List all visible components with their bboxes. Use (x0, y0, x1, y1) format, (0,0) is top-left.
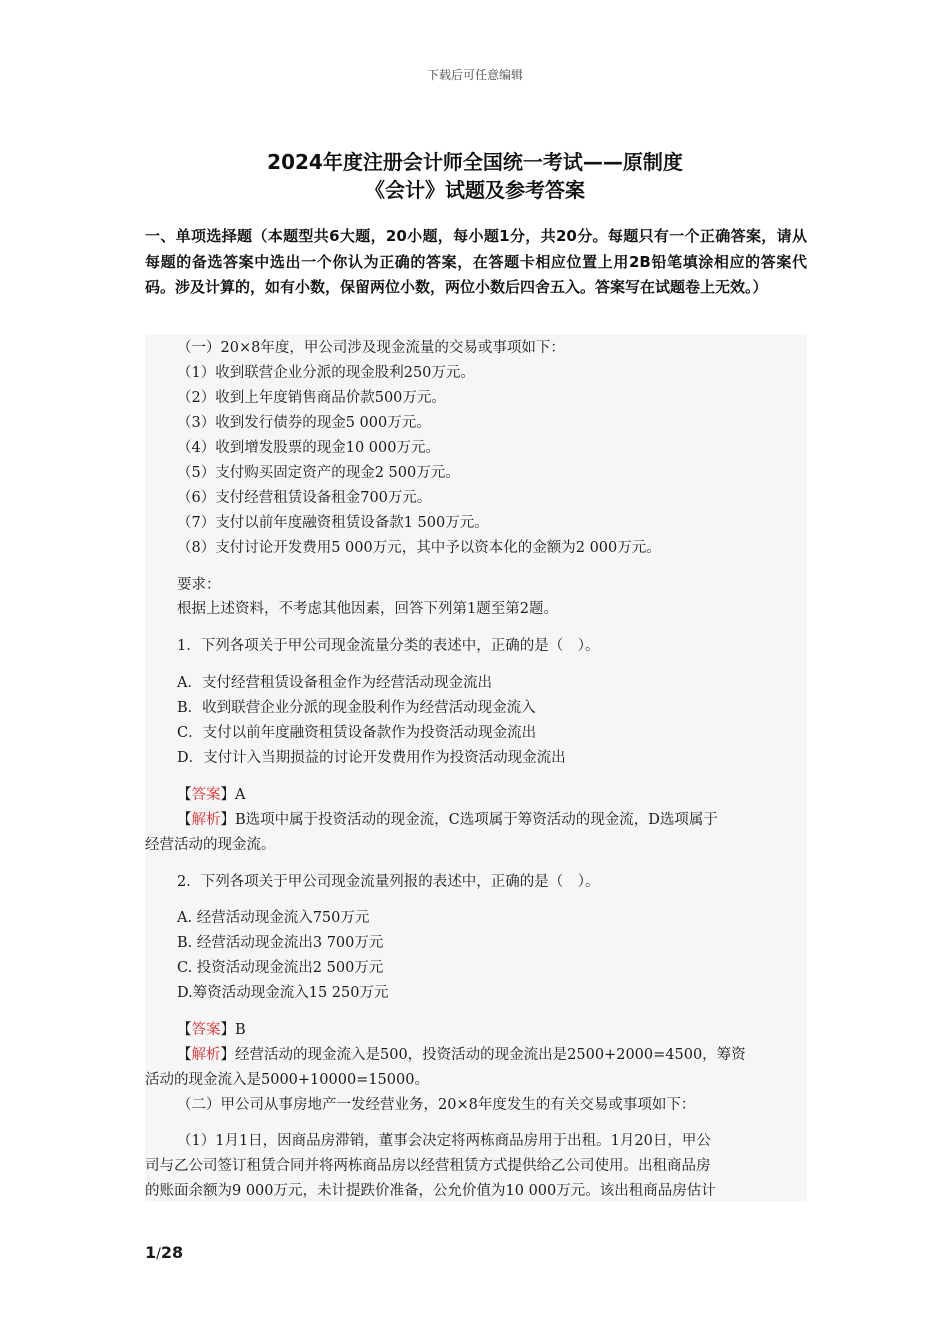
list-item: （8）支付讨论开发费用5 000万元，其中予以资本化的金额为2 000万元。 (177, 540, 661, 556)
question-2-answer: 【答案】B (177, 1022, 246, 1038)
question-2-option: D.筹资活动现金流入15 250万元 (177, 985, 389, 1001)
analysis-text: B选项中属于投资活动的现金流，C选项属于筹资活动的现金流，D选项属于 (235, 812, 718, 828)
question-1-option: B．收到联营企业分派的现金股利作为经营活动现金流入 (177, 700, 536, 716)
answer-label: 答案 (191, 1022, 221, 1038)
analysis-label: 解析 (191, 1047, 221, 1063)
header-note: 下载后可任意编辑 (426, 68, 523, 82)
answer-value: B (235, 1022, 246, 1038)
requirement-text: 根据上述资料，不考虑其他因素，回答下列第1题至第2题。 (177, 601, 558, 617)
group2-paragraph-line: 的账面余额为9 000万元，未计提跌价准备，公允价值为10 000万元。该出租商品房估计 (145, 1183, 716, 1199)
list-item: （3）收到发行债券的现金5 000万元。 (177, 415, 431, 431)
question-1-option: D．支付计入当期损益的讨论开发费用作为投资活动现金流出 (177, 750, 566, 766)
answer-value: A (235, 787, 246, 803)
page-total: 28 (160, 1243, 184, 1262)
analysis-label: 解析 (191, 812, 221, 828)
analysis-text: 经营活动的现金流入是500，投资活动的现金流出是2500+2000=4500，筹资 (235, 1047, 746, 1063)
answer-label: 答案 (191, 787, 221, 803)
question-1-answer: 【答案】A (177, 787, 246, 803)
group1-intro: （一）20×8年度，甲公司涉及现金流量的交易或事项如下： (177, 340, 565, 356)
page-separator: / (156, 1246, 161, 1262)
document-title-line1: 2024年度注册会计师全国统一考试——原制度 (267, 150, 683, 174)
document-title-line2: 《会计》试题及参考答案 (365, 178, 585, 202)
question-1-analysis: 【解析】B选项中属于投资活动的现金流，C选项属于筹资活动的现金流，D选项属于 (177, 812, 718, 828)
list-item: （5）支付购买固定资产的现金2 500万元。 (177, 465, 460, 481)
list-item: （6）支付经营租赁设备租金700万元。 (177, 490, 432, 506)
question-2-analysis: 【解析】经营活动的现金流入是500，投资活动的现金流出是2500+2000=4500，筹资 (177, 1047, 746, 1063)
group2-paragraph-line: 司与乙公司签订租赁合同并将两栋商品房以经营租赁方式提供给乙公司使用。出租商品房 (145, 1158, 711, 1174)
requirement-label: 要求： (177, 577, 221, 593)
section-heading: 一、单项选择题（本题型共6大题，20小题，每小题1分，共20分。每题只有一个正确答案，请从每题的备选答案中选出一个你认为正确的答案，在答题卡相应位置上用2B铅笔填涂相应的答案代码。涉及计算的，如有小数，保留两位小数，两位小数后四舍五入。答案写在试题卷上无效。） (145, 227, 807, 296)
question-1-analysis-cont: 经营活动的现金流。 (145, 837, 276, 853)
list-item: （7）支付以前年度融资租赁设备款1 500万元。 (177, 515, 489, 531)
group2-intro: （二）甲公司从事房地产一发经营业务，20×8年度发生的有关交易或事项如下： (177, 1097, 696, 1113)
question-2-stem: 2．下列各项关于甲公司现金流量列报的表述中，正确的是（ ）。 (177, 874, 600, 890)
question-2-option: B. 经营活动现金流出3 700万元 (177, 935, 384, 951)
group2-paragraph-line: （1）1月1日，因商品房滞销，董事会决定将两栋商品房用于出租。1月20日，甲公 (177, 1133, 711, 1149)
question-2-option: A. 经营活动现金流入750万元 (177, 910, 370, 926)
page-current: 1 (145, 1243, 157, 1262)
question-content-block (145, 334, 807, 1202)
question-2-analysis-cont: 活动的现金流入是5000+10000=15000。 (145, 1072, 429, 1088)
question-1-option: A．支付经营租赁设备租金作为经营活动现金流出 (177, 675, 492, 691)
question-1-option: C．支付以前年度融资租赁设备款作为投资活动现金流出 (177, 725, 537, 741)
question-1-stem: 1．下列各项关于甲公司现金流量分类的表述中，正确的是（ ）。 (177, 638, 600, 654)
list-item: （4）收到增发股票的现金10 000万元。 (177, 440, 440, 456)
list-item: （2）收到上年度销售商品价款500万元。 (177, 390, 446, 406)
list-item: （1）收到联营企业分派的现金股利250万元。 (177, 365, 475, 381)
question-2-option: C. 投资活动现金流出2 500万元 (177, 960, 384, 976)
page-number (145, 1243, 183, 1262)
